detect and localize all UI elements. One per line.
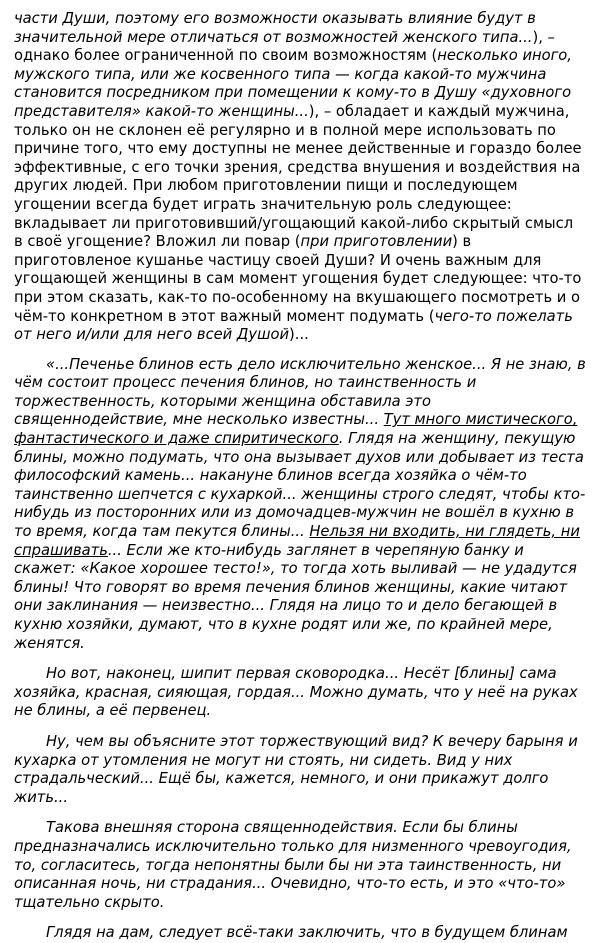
text-run: несколько иного, мужского типа, или же косвенного типа — когда какой-то мужчина становится посредником при помещении к кому-то в Душу «духовного представителя» какой-то женщины... xyxy=(14,47,572,120)
text-run: при приготовлении xyxy=(300,233,453,251)
text-run: чего-то пожелать от него и/или для него всей Душой xyxy=(14,307,573,344)
underlined-text-run: Тут много мистического, фантастического и даже спиритического xyxy=(14,411,578,448)
text-run: ) в приготовленое кушанье частицу своей Души? И очень важным для угощающей женщины в сам момент угощения будет следующее: что-то при этом сказать, как-то по-особенному на вкушающего посмотреть и о чём-то конкретном в этот важный момент подумать ( xyxy=(14,233,582,325)
text-run: )... xyxy=(289,326,309,344)
quote-paragraph-1 xyxy=(14,356,586,654)
quote-paragraph-2: Но вот, наконец, шипит первая сковородка... Несёт [блины] сама хозяйка, красная, сияющая, гордая... Можно думать, что у неё на руках не блины, а её первенец. xyxy=(14,665,578,720)
text-run: ... Если же кто-нибудь заглянет в черепяную банку и скажет: «Какое хорошее тесто!», то тогда хоть выливай — не удадутся блины! Что говорят во время печения блинов женщины, какие читают они заклинания — неизвестно... Глядя на лицо то и дело бегающей в кухню хозяйки, думают, что в кухне родят или же, по крайней мере, женятся. xyxy=(14,541,577,652)
paragraph-intro xyxy=(14,10,586,345)
quote-paragraph-4: Такова внешняя сторона священнодействия. Если бы блины предназначались исключительно только для низменного чревоугодия, то, согласитесь, тогда непонятны были бы ни эта таинственность, ни описанная ночь, ни страдания... Очевидно, что-то есть, и это «что-то» тщательно скрыто. xyxy=(14,819,572,911)
quote-paragraph-5: Глядя на дам, следует всё-таки заключить, что в будущем блинам xyxy=(46,924,568,942)
text-run: части Души, поэтому его возможности оказывать влияние будут в значительной мере отличаться от возможностей женского типа... xyxy=(14,10,536,46)
text-run: ), – обладает и каждый мужчина, только он не склонен её регулярно и в полной мере использовать по причине того, что ему доступны не менее действенные и гораздо более эффективные, с его точки зрения, средства внушения и воздействия на других людей. При любом приготовлении пищи и последующем угощении всегда будет играть значительную роль следующее: вкладывает ли приготовивший/угощающий какой-либо скрытый смысл в своё угощение? Вложил ли повар ( xyxy=(14,102,582,251)
text-run: «...Печенье блинов есть дело исключительно женское... Я не знаю, в чём состоит процесс печения блинов, но таинственность и торжественность, которыми женщина обставила это священнодействие, мне несколько известны... xyxy=(14,355,586,429)
quote-paragraph-3: Ну, чем вы объясните этот торжествующий вид? К вечеру барыня и кухарка от утомления не могут ни стоять, ни сидеть. Вид у них страдальческий... Ещё бы, кажется, немного, и они прикажут долго жить... xyxy=(14,732,578,806)
underlined-text-run: Нельзя ни входить, ни глядеть, ни спрашивать xyxy=(14,523,580,559)
text-run: . Глядя на женщину, пекущую блины, можно подумать, что она вызывает духов или добывает из теста философский камень... накануне блинов всегда хозяйка о чём-то таинственно шепчется с кухаркой... женщины строго следят, чтобы кто-нибудь из посторонних или из домочадцев-мужчин не вошёл в кухню в то время, когда там пекутся блины... xyxy=(14,430,586,541)
text-run: ), – однако более ограниченной по своим возможностям ( xyxy=(14,28,555,65)
